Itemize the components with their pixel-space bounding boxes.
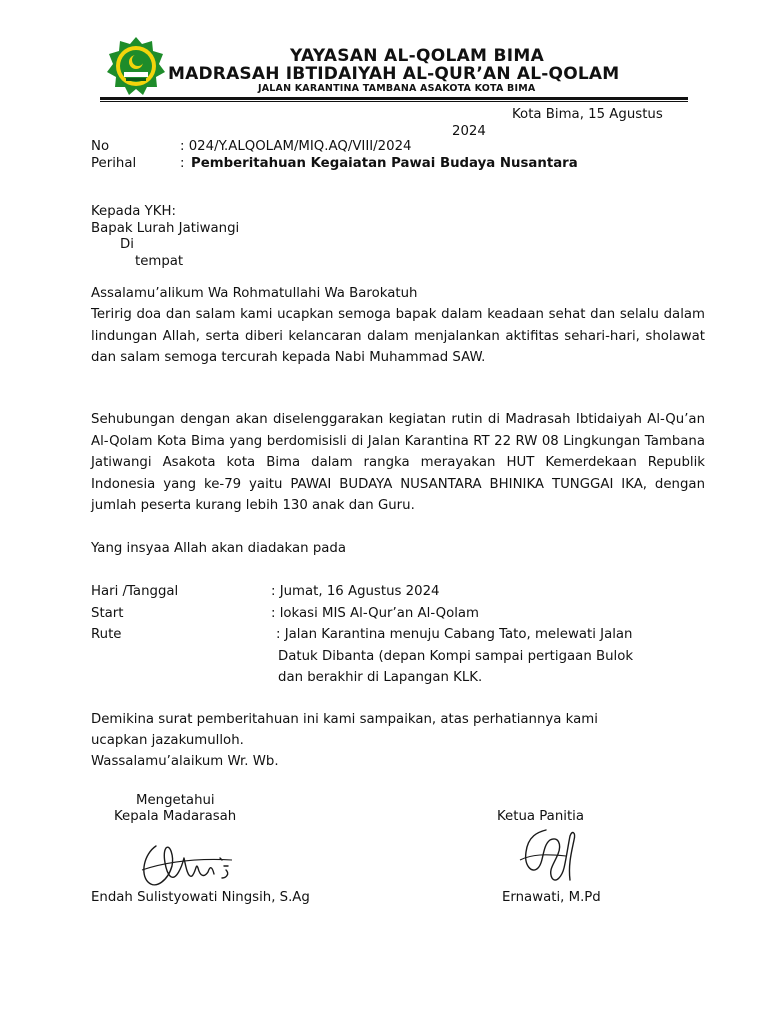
paragraph-event: Sehubungan dengan akan diselenggarakan kegiatan rutin di Madrasah Ibtidaiyah Al-Qu’an Al-Qolam Kota Bima yang berdomisisli di Jalan Karantina RT 22 RW 08 Lingkungan Tambana Jatiwangi Asakota kota Bima dalam rangka merayakan HUT Kemerdekaan Republik Indonesia yang ke-79 yaitu PAWAI BUDAYA NUSANTARA BHINIKA TUNGGAI IKA, dengan jumlah peserta kurang lebih 130 anak dan Guru. <box>91 412 705 513</box>
letterhead-org: YAYASAN AL-QOLAM BIMA <box>290 46 545 66</box>
paragraph-opening: Teririg doa dan salam kami ucapkan semoga bapak dalam keadaan sehat dan selalu dalam lindungan Allah, serta diberi kelancaran dalam menjalankan aktifitas sehari-hari, sholawat dan salam semoga tercurah kepada Nabi Muhammad SAW. <box>91 307 705 365</box>
schedule-route-line3: dan berakhir di Lapangan KLK. <box>278 670 483 685</box>
right-signer-name: Ernawati, M.Pd <box>502 890 601 905</box>
schedule-start-value: : lokasi MIS Al-Qur’an Al-Qolam <box>271 606 479 621</box>
school-logo-emblem <box>106 36 166 96</box>
number-label: No <box>91 139 110 154</box>
subject-colon: : <box>180 156 185 171</box>
paragraph-schedule-intro: Yang insyaa Allah akan diadakan pada <box>91 541 346 556</box>
letterhead-rule-thin <box>100 101 688 102</box>
letter-date-line2: 2024 <box>452 124 486 139</box>
schedule-route-label: Rute <box>91 627 122 642</box>
schedule-route-line2: Datuk Dibanta (depan Kompi sampai pertigaan Bulok <box>278 649 634 664</box>
right-signature <box>506 824 586 896</box>
left-signature <box>136 836 236 894</box>
left-signer-role1: Mengetahui <box>136 793 215 808</box>
letter-date-line1: Kota Bima, 15 Agustus <box>512 107 663 122</box>
right-signer-role: Ketua Panitia <box>497 809 585 824</box>
left-signer-role2: Kepala Madarasah <box>114 809 237 824</box>
closing-line1: Demikina surat pemberitahuan ini kami sampaikan, atas perhatiannya kami <box>91 712 598 727</box>
letterhead-school: MADRASAH IBTIDAIYAH AL-QUR’AN AL-QOLAM <box>168 64 620 84</box>
recipient-place: tempat <box>135 254 184 269</box>
recipient-di: Di <box>120 237 134 252</box>
closing-line2: ucapkan jazakumulloh. <box>91 733 244 748</box>
recipient-name: Bapak Lurah Jatiwangi <box>91 221 240 236</box>
letterhead-rule-thick <box>100 97 688 100</box>
subject-label: Perihal <box>91 156 137 171</box>
left-signer-name: Endah Sulistyowati Ningsih, S.Ag <box>91 890 310 905</box>
greeting: Assalamu’alikum Wa Rohmatullahi Wa Barokatuh <box>91 286 418 301</box>
recipient-salutation: Kepada YKH: <box>91 204 176 219</box>
schedule-route-line1: : Jalan Karantina menuju Cabang Tato, melewati Jalan <box>276 627 633 642</box>
school-logo <box>106 36 166 96</box>
schedule-start-label: Start <box>91 606 124 621</box>
subject-value: Pemberitahuan Kegaiatan Pawai Budaya Nusantara <box>191 156 578 171</box>
schedule-date-label: Hari /Tanggal <box>91 584 179 599</box>
letterhead-address: JALAN KARANTINA TAMBANA ASAKOTA KOTA BIMA <box>258 83 536 94</box>
number-value: : 024/Y.ALQOLAM/MIQ.AQ/VIII/2024 <box>180 139 412 154</box>
closing-line3: Wassalamu’alaikum Wr. Wb. <box>91 754 279 769</box>
schedule-date-value: : Jumat, 16 Agustus 2024 <box>271 584 440 599</box>
